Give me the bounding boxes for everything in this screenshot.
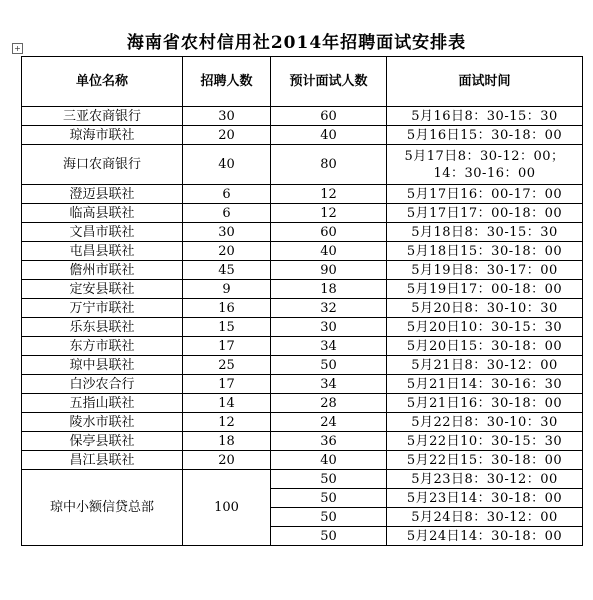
cell-unit: 琼中县联社 — [22, 356, 183, 375]
cell-time: 5月17日16：00-17：00 — [387, 185, 583, 204]
cell-time: 5月24日8：30-12：00 — [387, 508, 583, 527]
cell-hires: 20 — [183, 126, 271, 145]
cell-hires: 15 — [183, 318, 271, 337]
cell-time: 5月24日14：30-18：00 — [387, 527, 583, 546]
page-title: 海南省农村信用社2014年招聘面试安排表 — [126, 33, 467, 53]
cell-hires: 17 — [183, 337, 271, 356]
time-line-1: 5月17日8：30-12：00； — [404, 148, 565, 164]
cell-candidates: 50 — [271, 356, 387, 375]
cell-candidates: 28 — [271, 394, 387, 413]
table-row — [22, 451, 583, 470]
cell-time: 5月22日8：30-10：30 — [387, 413, 583, 432]
cell-unit: 万宁市联社 — [22, 299, 183, 318]
cell-time: 5月22日10：30-15：30 — [387, 432, 583, 451]
cell-unit: 保亭县联社 — [22, 432, 183, 451]
cell-unit: 琼海市联社 — [22, 126, 183, 145]
cell-unit: 儋州市联社 — [22, 261, 183, 280]
cell-hires: 45 — [183, 261, 271, 280]
table-row — [22, 242, 583, 261]
cell-candidates: 40 — [271, 242, 387, 261]
cell-hires: 6 — [183, 185, 271, 204]
cell-hires: 14 — [183, 394, 271, 413]
cell-time — [387, 145, 583, 185]
cell-unit-merged: 琼中小额信贷总部 — [22, 470, 183, 546]
header-row — [22, 57, 583, 107]
cell-candidates: 50 — [271, 470, 387, 489]
table-anchor-icon[interactable]: + — [12, 43, 23, 54]
cell-hires: 40 — [183, 145, 271, 185]
cell-candidates: 90 — [271, 261, 387, 280]
header-hires: 招聘人数 — [183, 57, 271, 107]
cell-time: 5月18日8：30-15：30 — [387, 223, 583, 242]
cell-candidates: 40 — [271, 451, 387, 470]
cell-unit: 海口农商银行 — [22, 145, 183, 185]
cell-candidates: 40 — [271, 126, 387, 145]
cell-unit: 东方市联社 — [22, 337, 183, 356]
table-row — [22, 145, 583, 185]
cell-unit: 白沙农合行 — [22, 375, 183, 394]
cell-unit: 临高县联社 — [22, 204, 183, 223]
table-row — [22, 337, 583, 356]
cell-candidates: 18 — [271, 280, 387, 299]
cell-unit: 昌江县联社 — [22, 451, 183, 470]
header-time: 面试时间 — [387, 57, 583, 107]
cell-time: 5月20日8：30-10：30 — [387, 299, 583, 318]
cell-hires: 6 — [183, 204, 271, 223]
table-row — [22, 470, 583, 489]
cell-time: 5月23日8：30-12：00 — [387, 470, 583, 489]
cell-time: 5月18日15：30-18：00 — [387, 242, 583, 261]
header-unit: 单位名称 — [22, 57, 183, 107]
cell-unit: 文昌市联社 — [22, 223, 183, 242]
cell-hires: 30 — [183, 223, 271, 242]
cell-hires: 30 — [183, 107, 271, 126]
table-row — [22, 432, 583, 451]
cell-candidates: 50 — [271, 508, 387, 527]
cell-time: 5月19日17：00-18：00 — [387, 280, 583, 299]
cell-candidates: 50 — [271, 489, 387, 508]
table-row — [22, 223, 583, 242]
table-row — [22, 299, 583, 318]
cell-hires: 17 — [183, 375, 271, 394]
table-row — [22, 107, 583, 126]
cell-time: 5月20日10：30-15：30 — [387, 318, 583, 337]
header-candidates: 预计面试人数 — [271, 57, 387, 107]
cell-time: 5月17日17：00-18：00 — [387, 204, 583, 223]
table-row — [22, 318, 583, 337]
table-row — [22, 261, 583, 280]
cell-hires: 12 — [183, 413, 271, 432]
cell-time: 5月23日14：30-18：00 — [387, 489, 583, 508]
cell-hires-merged: 100 — [183, 470, 271, 546]
cell-time: 5月21日14：30-16：30 — [387, 375, 583, 394]
table-row — [22, 356, 583, 375]
table-row — [22, 375, 583, 394]
cell-candidates: 36 — [271, 432, 387, 451]
table-body — [22, 107, 583, 546]
cell-time: 5月21日16：30-18：00 — [387, 394, 583, 413]
cell-unit: 三亚农商银行 — [22, 107, 183, 126]
cell-time: 5月21日8：30-12：00 — [387, 356, 583, 375]
cell-candidates: 12 — [271, 204, 387, 223]
table-row — [22, 280, 583, 299]
cell-candidates: 60 — [271, 223, 387, 242]
cell-time: 5月22日15：30-18：00 — [387, 451, 583, 470]
cell-candidates: 34 — [271, 337, 387, 356]
cell-unit: 乐东县联社 — [22, 318, 183, 337]
cell-unit: 陵水市联社 — [22, 413, 183, 432]
table-row — [22, 394, 583, 413]
cell-time: 5月20日15：30-18：00 — [387, 337, 583, 356]
table-row — [22, 204, 583, 223]
cell-unit: 五指山联社 — [22, 394, 183, 413]
cell-unit: 定安县联社 — [22, 280, 183, 299]
cell-hires: 20 — [183, 242, 271, 261]
cell-hires: 25 — [183, 356, 271, 375]
schedule-table — [21, 56, 583, 546]
cell-unit: 屯昌县联社 — [22, 242, 183, 261]
cell-time: 5月19日8：30-17：00 — [387, 261, 583, 280]
cell-candidates: 12 — [271, 185, 387, 204]
time-line-2: 14：30-16：00 — [433, 165, 536, 181]
cell-candidates: 60 — [271, 107, 387, 126]
cell-hires: 16 — [183, 299, 271, 318]
table-row — [22, 185, 583, 204]
cell-hires: 9 — [183, 280, 271, 299]
table-row — [22, 126, 583, 145]
cell-candidates: 30 — [271, 318, 387, 337]
table-row — [22, 413, 583, 432]
cell-candidates: 80 — [271, 145, 387, 185]
cell-time: 5月16日15：30-18：00 — [387, 126, 583, 145]
cell-candidates: 50 — [271, 527, 387, 546]
cell-time: 5月16日8：30-15：30 — [387, 107, 583, 126]
cell-hires: 20 — [183, 451, 271, 470]
cell-unit: 澄迈县联社 — [22, 185, 183, 204]
cell-candidates: 34 — [271, 375, 387, 394]
cell-candidates: 32 — [271, 299, 387, 318]
cell-hires: 18 — [183, 432, 271, 451]
cell-candidates: 24 — [271, 413, 387, 432]
